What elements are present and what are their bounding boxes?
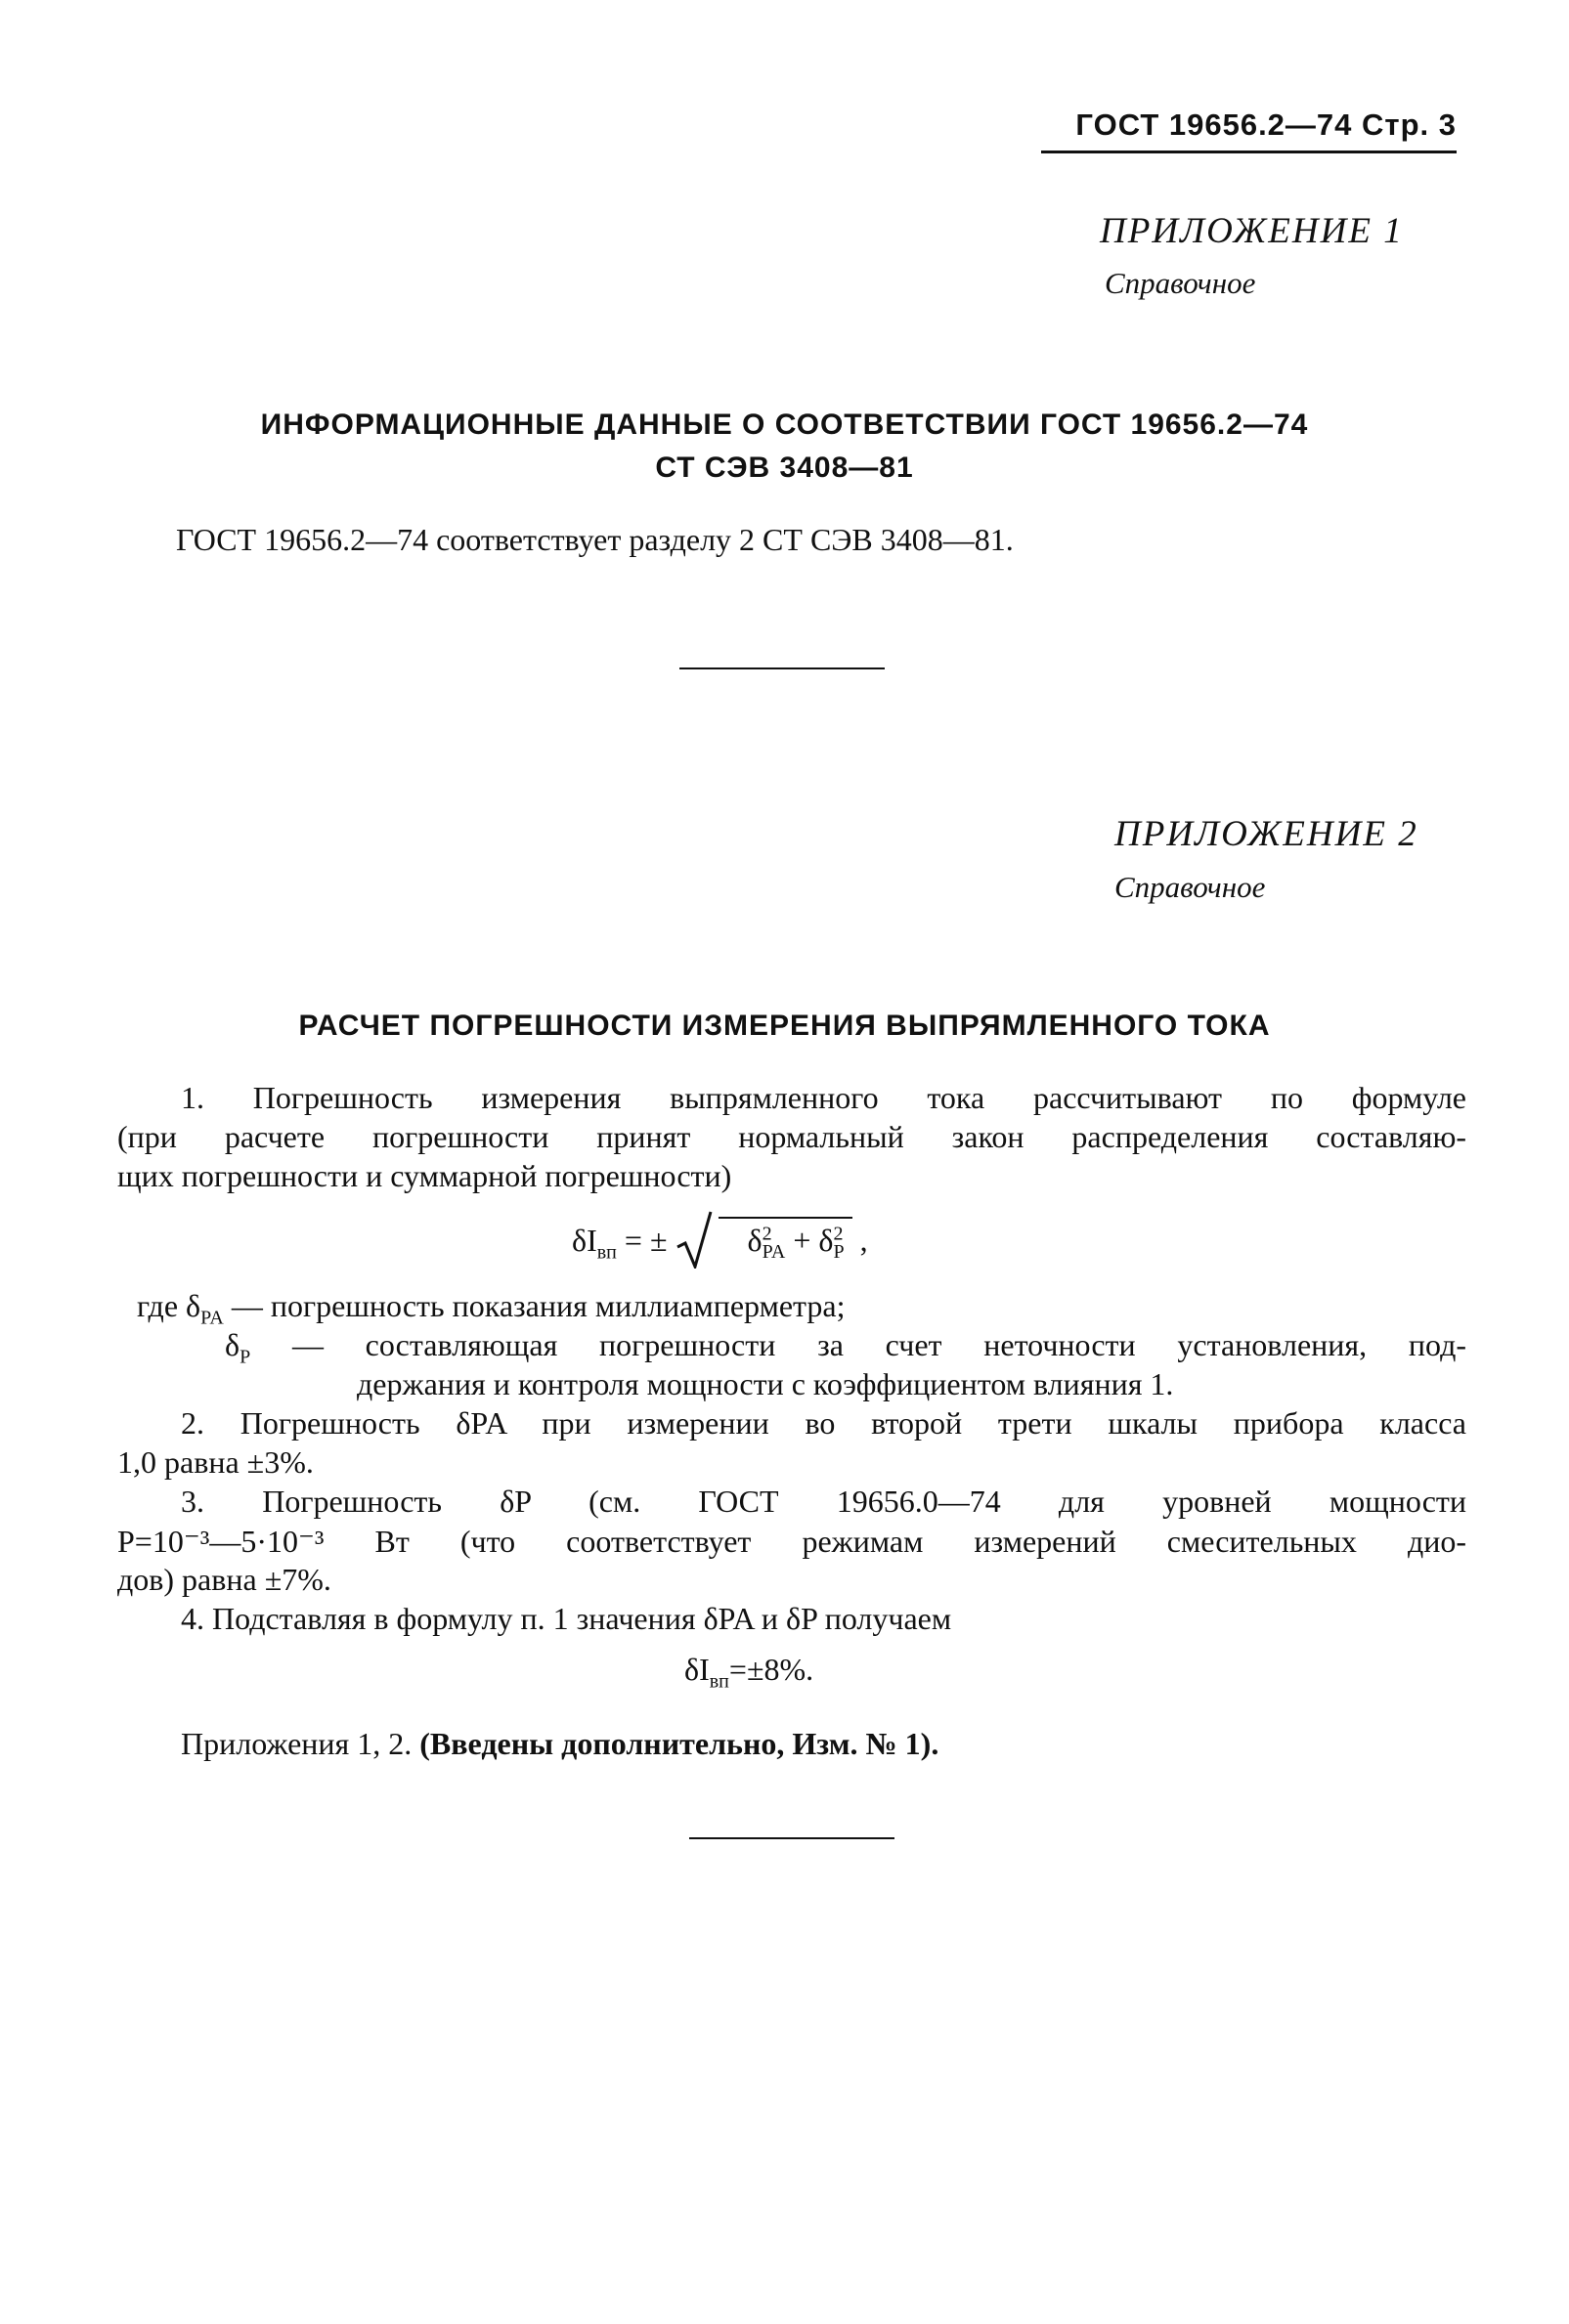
note-bold: (Введены дополнительно, Изм. № 1). bbox=[419, 1726, 939, 1761]
formula-result bbox=[684, 1652, 813, 1693]
where2-prefix: δ bbox=[225, 1327, 240, 1362]
formula-lhs: δI bbox=[572, 1223, 597, 1258]
appendix2-subtitle: Справочное bbox=[1114, 870, 1266, 904]
where-line-3: держания и контроля мощности с коэффициентом влияния 1. bbox=[357, 1366, 1174, 1401]
formula-term-b: δ bbox=[818, 1223, 834, 1258]
formula-tail: , bbox=[859, 1223, 868, 1258]
where1-sub: PA bbox=[200, 1307, 224, 1329]
appendix1-heading-line2: СТ СЭВ 3408—81 bbox=[655, 452, 914, 484]
appendix2-heading: РАСЧЕТ ПОГРЕШНОСТИ ИЗМЕРЕНИЯ ВЫПРЯМЛЕННОГО ТОКА bbox=[298, 1010, 1271, 1042]
divider-2 bbox=[689, 1837, 894, 1839]
p3-line3: дов) равна ±7%. bbox=[117, 1562, 331, 1597]
p3-line2: P=10⁻³—5·10⁻³ Вт (что соответствует режимам измерений смесительных дио- bbox=[117, 1524, 1466, 1559]
formula2-lhs: δI bbox=[684, 1652, 710, 1687]
where2-text: — составляющая погрешности за счет неточности установления, под- bbox=[250, 1327, 1466, 1362]
where1-prefix: где δ bbox=[137, 1288, 201, 1323]
p1-line1: 1. Погрешность измерения выпрямленного тока рассчитывают по формуле bbox=[181, 1080, 1466, 1115]
note-prefix: Приложения 1, 2. bbox=[181, 1726, 420, 1761]
formula-error bbox=[572, 1217, 868, 1269]
sqrt-icon bbox=[676, 1220, 715, 1269]
where-line-2 bbox=[225, 1327, 1466, 1368]
where-line-1 bbox=[137, 1288, 845, 1329]
appendix1-title: ПРИЛОЖЕНИЕ 1 bbox=[1100, 211, 1404, 251]
appendix2-title: ПРИЛОЖЕНИЕ 2 bbox=[1114, 814, 1418, 854]
formula-term-b-sup: 2 bbox=[833, 1223, 844, 1245]
formula-term-a: δ bbox=[747, 1223, 763, 1258]
page-header: ГОСТ 19656.2—74 Стр. 3 bbox=[1041, 108, 1457, 153]
where2-sub: P bbox=[240, 1346, 251, 1368]
formula-eq: = ± bbox=[624, 1223, 668, 1258]
formula-term-b-sub: P bbox=[833, 1241, 845, 1264]
p1-line3: щих погрешности и суммарной погрешности) bbox=[117, 1158, 732, 1193]
formula2-lhs-sub: вп bbox=[709, 1670, 729, 1693]
formula2-rhs: =±8%. bbox=[728, 1652, 814, 1687]
divider-1 bbox=[679, 667, 885, 669]
amendment-note bbox=[181, 1726, 938, 1762]
appendix1-subtitle: Справочное bbox=[1105, 266, 1256, 300]
formula-lhs-sub: вп bbox=[596, 1241, 617, 1264]
formula-term-a-sub: PA bbox=[762, 1241, 786, 1264]
appendix1-heading-line1: ИНФОРМАЦИОННЫЕ ДАННЫЕ О СООТВЕТСТВИИ ГОСТ 19656.2—74 bbox=[260, 409, 1309, 441]
formula-term-a-sup: 2 bbox=[762, 1223, 772, 1245]
p4-line1: 4. Подставляя в формулу п. 1 значения δPA и δP получаем bbox=[181, 1601, 952, 1636]
p1-line2: (при расчете погрешности принят нормальный закон распределения составляю- bbox=[117, 1119, 1466, 1154]
p2-line2: 1,0 равна ±3%. bbox=[117, 1444, 314, 1480]
appendix1-text: ГОСТ 19656.2—74 соответствует разделу 2 СТ СЭВ 3408—81. bbox=[176, 522, 1014, 557]
p2-line1: 2. Погрешность δPA при измерении во второй трети шкалы прибора класса bbox=[181, 1405, 1466, 1441]
p3-line1: 3. Погрешность δP (см. ГОСТ 19656.0—74 для уровней мощности bbox=[181, 1484, 1466, 1519]
where1-text: — погрешность показания миллиамперметра; bbox=[223, 1288, 846, 1323]
formula-plus: + bbox=[793, 1223, 811, 1258]
